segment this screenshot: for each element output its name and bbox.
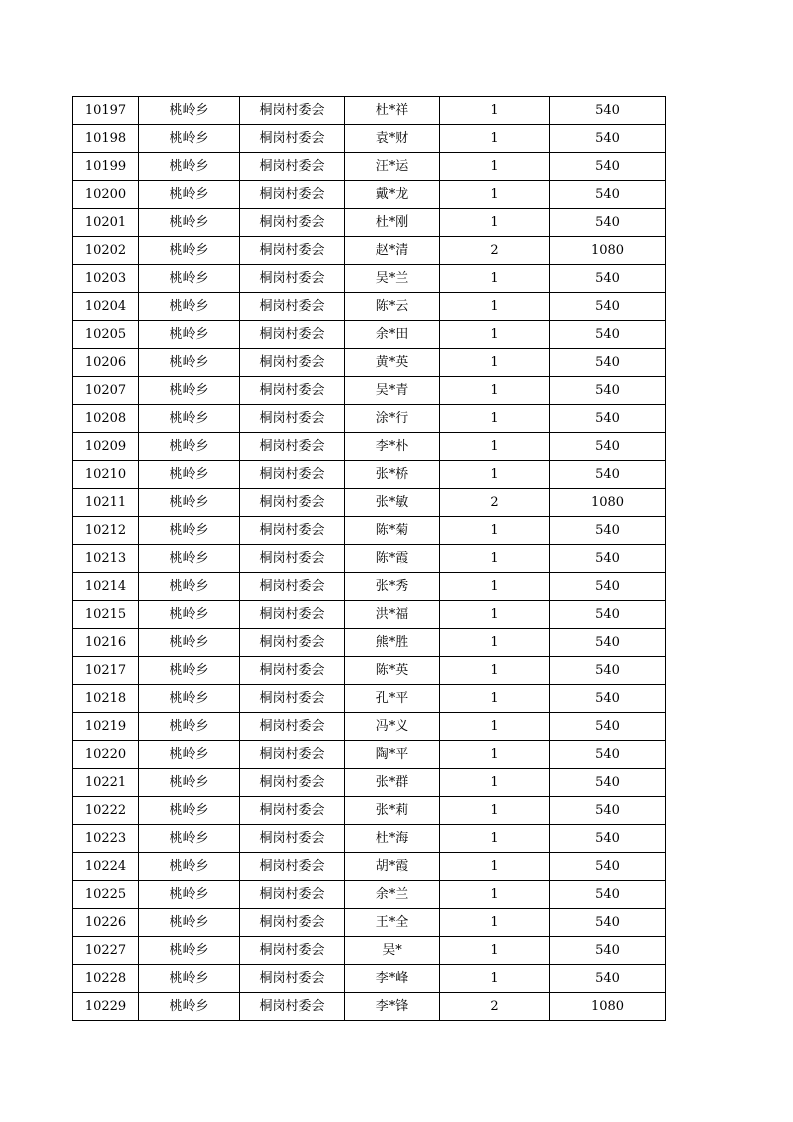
- village-committee-cell: 桐岗村委会: [240, 573, 345, 601]
- table-row: [73, 937, 666, 965]
- township-cell: 桃岭乡: [139, 433, 240, 461]
- table-row: [73, 741, 666, 769]
- serial-number-cell: 10208: [73, 405, 139, 433]
- person-count-cell: 2: [440, 993, 550, 1021]
- township-cell: 桃岭乡: [139, 405, 240, 433]
- person-count-cell: 1: [440, 181, 550, 209]
- amount-cell: 540: [550, 405, 666, 433]
- serial-number-cell: 10209: [73, 433, 139, 461]
- table-row: [73, 881, 666, 909]
- table-row: [73, 489, 666, 517]
- serial-number-cell: 10220: [73, 741, 139, 769]
- village-committee-cell: 桐岗村委会: [240, 125, 345, 153]
- table-row: [73, 629, 666, 657]
- serial-number-cell: 10227: [73, 937, 139, 965]
- township-cell: 桃岭乡: [139, 97, 240, 125]
- person-name-cell: 赵*清: [345, 237, 440, 265]
- person-count-cell: 1: [440, 125, 550, 153]
- township-cell: 桃岭乡: [139, 517, 240, 545]
- serial-number-cell: 10222: [73, 797, 139, 825]
- amount-cell: 540: [550, 741, 666, 769]
- person-count-cell: 1: [440, 685, 550, 713]
- amount-cell: 540: [550, 909, 666, 937]
- person-name-cell: 吴*: [345, 937, 440, 965]
- person-name-cell: 张*敏: [345, 489, 440, 517]
- table-row: [73, 349, 666, 377]
- amount-cell: 540: [550, 125, 666, 153]
- village-committee-cell: 桐岗村委会: [240, 657, 345, 685]
- roster-table-body: [73, 97, 666, 1021]
- person-name-cell: 黄*英: [345, 349, 440, 377]
- person-count-cell: 1: [440, 909, 550, 937]
- amount-cell: 540: [550, 265, 666, 293]
- serial-number-cell: 10225: [73, 881, 139, 909]
- serial-number-cell: 10219: [73, 713, 139, 741]
- table-row: [73, 909, 666, 937]
- serial-number-cell: 10197: [73, 97, 139, 125]
- village-committee-cell: 桐岗村委会: [240, 601, 345, 629]
- amount-cell: 540: [550, 209, 666, 237]
- village-committee-cell: 桐岗村委会: [240, 965, 345, 993]
- serial-number-cell: 10221: [73, 769, 139, 797]
- person-name-cell: 陈*云: [345, 293, 440, 321]
- person-name-cell: 余*田: [345, 321, 440, 349]
- township-cell: 桃岭乡: [139, 937, 240, 965]
- person-name-cell: 张*桥: [345, 461, 440, 489]
- person-count-cell: 1: [440, 405, 550, 433]
- person-count-cell: 1: [440, 601, 550, 629]
- person-count-cell: 1: [440, 657, 550, 685]
- person-count-cell: 1: [440, 377, 550, 405]
- person-count-cell: 1: [440, 209, 550, 237]
- serial-number-cell: 10203: [73, 265, 139, 293]
- village-committee-cell: 桐岗村委会: [240, 293, 345, 321]
- person-name-cell: 杜*祥: [345, 97, 440, 125]
- person-name-cell: 张*莉: [345, 797, 440, 825]
- person-count-cell: 1: [440, 321, 550, 349]
- table-row: [73, 853, 666, 881]
- person-count-cell: 1: [440, 573, 550, 601]
- township-cell: 桃岭乡: [139, 153, 240, 181]
- township-cell: 桃岭乡: [139, 573, 240, 601]
- amount-cell: 540: [550, 517, 666, 545]
- table-row: [73, 461, 666, 489]
- amount-cell: 540: [550, 881, 666, 909]
- amount-cell: 540: [550, 713, 666, 741]
- township-cell: 桃岭乡: [139, 881, 240, 909]
- person-name-cell: 杜*刚: [345, 209, 440, 237]
- person-name-cell: 李*锋: [345, 993, 440, 1021]
- serial-number-cell: 10211: [73, 489, 139, 517]
- serial-number-cell: 10224: [73, 853, 139, 881]
- person-name-cell: 袁*财: [345, 125, 440, 153]
- serial-number-cell: 10206: [73, 349, 139, 377]
- person-count-cell: 1: [440, 545, 550, 573]
- person-count-cell: 1: [440, 349, 550, 377]
- person-name-cell: 汪*运: [345, 153, 440, 181]
- village-committee-cell: 桐岗村委会: [240, 405, 345, 433]
- village-committee-cell: 桐岗村委会: [240, 825, 345, 853]
- serial-number-cell: 10228: [73, 965, 139, 993]
- village-committee-cell: 桐岗村委会: [240, 265, 345, 293]
- serial-number-cell: 10202: [73, 237, 139, 265]
- table-row: [73, 965, 666, 993]
- table-row: [73, 405, 666, 433]
- person-count-cell: 1: [440, 853, 550, 881]
- person-name-cell: 王*全: [345, 909, 440, 937]
- serial-number-cell: 10215: [73, 601, 139, 629]
- serial-number-cell: 10204: [73, 293, 139, 321]
- person-name-cell: 涂*行: [345, 405, 440, 433]
- serial-number-cell: 10205: [73, 321, 139, 349]
- person-count-cell: 1: [440, 153, 550, 181]
- serial-number-cell: 10198: [73, 125, 139, 153]
- village-committee-cell: 桐岗村委会: [240, 769, 345, 797]
- serial-number-cell: 10212: [73, 517, 139, 545]
- township-cell: 桃岭乡: [139, 601, 240, 629]
- amount-cell: 1080: [550, 237, 666, 265]
- village-committee-cell: 桐岗村委会: [240, 881, 345, 909]
- person-name-cell: 熊*胜: [345, 629, 440, 657]
- township-cell: 桃岭乡: [139, 489, 240, 517]
- village-committee-cell: 桐岗村委会: [240, 517, 345, 545]
- amount-cell: 540: [550, 937, 666, 965]
- person-name-cell: 洪*福: [345, 601, 440, 629]
- person-count-cell: 1: [440, 797, 550, 825]
- amount-cell: 540: [550, 97, 666, 125]
- amount-cell: 1080: [550, 993, 666, 1021]
- person-name-cell: 陈*英: [345, 657, 440, 685]
- person-count-cell: 2: [440, 489, 550, 517]
- township-cell: 桃岭乡: [139, 181, 240, 209]
- amount-cell: 540: [550, 349, 666, 377]
- village-committee-cell: 桐岗村委会: [240, 181, 345, 209]
- village-committee-cell: 桐岗村委会: [240, 545, 345, 573]
- table-row: [73, 125, 666, 153]
- amount-cell: 540: [550, 657, 666, 685]
- table-row: [73, 321, 666, 349]
- township-cell: 桃岭乡: [139, 853, 240, 881]
- person-count-cell: 1: [440, 265, 550, 293]
- township-cell: 桃岭乡: [139, 461, 240, 489]
- village-committee-cell: 桐岗村委会: [240, 209, 345, 237]
- township-cell: 桃岭乡: [139, 349, 240, 377]
- table-row: [73, 657, 666, 685]
- table-row: [73, 685, 666, 713]
- serial-number-cell: 10223: [73, 825, 139, 853]
- table-row: [73, 153, 666, 181]
- township-cell: 桃岭乡: [139, 713, 240, 741]
- amount-cell: 540: [550, 433, 666, 461]
- person-count-cell: 1: [440, 461, 550, 489]
- person-count-cell: 1: [440, 293, 550, 321]
- person-count-cell: 1: [440, 97, 550, 125]
- table-row: [73, 209, 666, 237]
- amount-cell: 540: [550, 321, 666, 349]
- township-cell: 桃岭乡: [139, 293, 240, 321]
- serial-number-cell: 10217: [73, 657, 139, 685]
- person-count-cell: 2: [440, 237, 550, 265]
- village-committee-cell: 桐岗村委会: [240, 741, 345, 769]
- village-committee-cell: 桐岗村委会: [240, 237, 345, 265]
- village-committee-cell: 桐岗村委会: [240, 713, 345, 741]
- serial-number-cell: 10200: [73, 181, 139, 209]
- table-row: [73, 181, 666, 209]
- serial-number-cell: 10226: [73, 909, 139, 937]
- township-cell: 桃岭乡: [139, 965, 240, 993]
- serial-number-cell: 10216: [73, 629, 139, 657]
- township-cell: 桃岭乡: [139, 769, 240, 797]
- person-name-cell: 李*峰: [345, 965, 440, 993]
- village-committee-cell: 桐岗村委会: [240, 321, 345, 349]
- village-committee-cell: 桐岗村委会: [240, 377, 345, 405]
- person-name-cell: 冯*义: [345, 713, 440, 741]
- township-cell: 桃岭乡: [139, 657, 240, 685]
- person-name-cell: 陶*平: [345, 741, 440, 769]
- person-count-cell: 1: [440, 741, 550, 769]
- township-cell: 桃岭乡: [139, 685, 240, 713]
- person-name-cell: 吴*兰: [345, 265, 440, 293]
- table-row: [73, 377, 666, 405]
- village-committee-cell: 桐岗村委会: [240, 797, 345, 825]
- village-committee-cell: 桐岗村委会: [240, 937, 345, 965]
- person-name-cell: 孔*平: [345, 685, 440, 713]
- person-count-cell: 1: [440, 769, 550, 797]
- person-count-cell: 1: [440, 881, 550, 909]
- person-count-cell: 1: [440, 517, 550, 545]
- township-cell: 桃岭乡: [139, 125, 240, 153]
- amount-cell: 540: [550, 825, 666, 853]
- table-row: [73, 293, 666, 321]
- township-cell: 桃岭乡: [139, 909, 240, 937]
- amount-cell: 540: [550, 797, 666, 825]
- table-row: [73, 517, 666, 545]
- table-row: [73, 993, 666, 1021]
- table-row: [73, 769, 666, 797]
- amount-cell: 540: [550, 685, 666, 713]
- village-committee-cell: 桐岗村委会: [240, 433, 345, 461]
- roster-table: [72, 96, 666, 1021]
- serial-number-cell: 10199: [73, 153, 139, 181]
- amount-cell: 540: [550, 573, 666, 601]
- serial-number-cell: 10214: [73, 573, 139, 601]
- township-cell: 桃岭乡: [139, 321, 240, 349]
- serial-number-cell: 10218: [73, 685, 139, 713]
- table-row: [73, 97, 666, 125]
- village-committee-cell: 桐岗村委会: [240, 853, 345, 881]
- table-row: [73, 573, 666, 601]
- table-row: [73, 265, 666, 293]
- person-name-cell: 陈*霞: [345, 545, 440, 573]
- table-row: [73, 601, 666, 629]
- village-committee-cell: 桐岗村委会: [240, 909, 345, 937]
- person-name-cell: 张*秀: [345, 573, 440, 601]
- person-name-cell: 陈*菊: [345, 517, 440, 545]
- township-cell: 桃岭乡: [139, 377, 240, 405]
- village-committee-cell: 桐岗村委会: [240, 97, 345, 125]
- person-name-cell: 胡*霞: [345, 853, 440, 881]
- person-name-cell: 余*兰: [345, 881, 440, 909]
- serial-number-cell: 10201: [73, 209, 139, 237]
- township-cell: 桃岭乡: [139, 265, 240, 293]
- table-row: [73, 713, 666, 741]
- amount-cell: 540: [550, 377, 666, 405]
- village-committee-cell: 桐岗村委会: [240, 685, 345, 713]
- table-row: [73, 237, 666, 265]
- amount-cell: 540: [550, 629, 666, 657]
- amount-cell: 540: [550, 965, 666, 993]
- village-committee-cell: 桐岗村委会: [240, 349, 345, 377]
- township-cell: 桃岭乡: [139, 741, 240, 769]
- table-row: [73, 797, 666, 825]
- township-cell: 桃岭乡: [139, 825, 240, 853]
- amount-cell: 540: [550, 461, 666, 489]
- table-row: [73, 545, 666, 573]
- person-name-cell: 张*群: [345, 769, 440, 797]
- village-committee-cell: 桐岗村委会: [240, 629, 345, 657]
- township-cell: 桃岭乡: [139, 797, 240, 825]
- amount-cell: 540: [550, 601, 666, 629]
- person-count-cell: 1: [440, 629, 550, 657]
- amount-cell: 1080: [550, 489, 666, 517]
- village-committee-cell: 桐岗村委会: [240, 489, 345, 517]
- village-committee-cell: 桐岗村委会: [240, 993, 345, 1021]
- amount-cell: 540: [550, 769, 666, 797]
- amount-cell: 540: [550, 153, 666, 181]
- person-count-cell: 1: [440, 825, 550, 853]
- township-cell: 桃岭乡: [139, 629, 240, 657]
- person-name-cell: 吴*青: [345, 377, 440, 405]
- amount-cell: 540: [550, 545, 666, 573]
- serial-number-cell: 10229: [73, 993, 139, 1021]
- serial-number-cell: 10207: [73, 377, 139, 405]
- amount-cell: 540: [550, 181, 666, 209]
- township-cell: 桃岭乡: [139, 545, 240, 573]
- person-name-cell: 李*朴: [345, 433, 440, 461]
- table-row: [73, 433, 666, 461]
- person-count-cell: 1: [440, 937, 550, 965]
- person-name-cell: 杜*海: [345, 825, 440, 853]
- serial-number-cell: 10213: [73, 545, 139, 573]
- township-cell: 桃岭乡: [139, 993, 240, 1021]
- person-count-cell: 1: [440, 965, 550, 993]
- serial-number-cell: 10210: [73, 461, 139, 489]
- person-count-cell: 1: [440, 433, 550, 461]
- person-count-cell: 1: [440, 713, 550, 741]
- amount-cell: 540: [550, 853, 666, 881]
- village-committee-cell: 桐岗村委会: [240, 153, 345, 181]
- table-row: [73, 825, 666, 853]
- amount-cell: 540: [550, 293, 666, 321]
- person-name-cell: 戴*龙: [345, 181, 440, 209]
- township-cell: 桃岭乡: [139, 237, 240, 265]
- township-cell: 桃岭乡: [139, 209, 240, 237]
- village-committee-cell: 桐岗村委会: [240, 461, 345, 489]
